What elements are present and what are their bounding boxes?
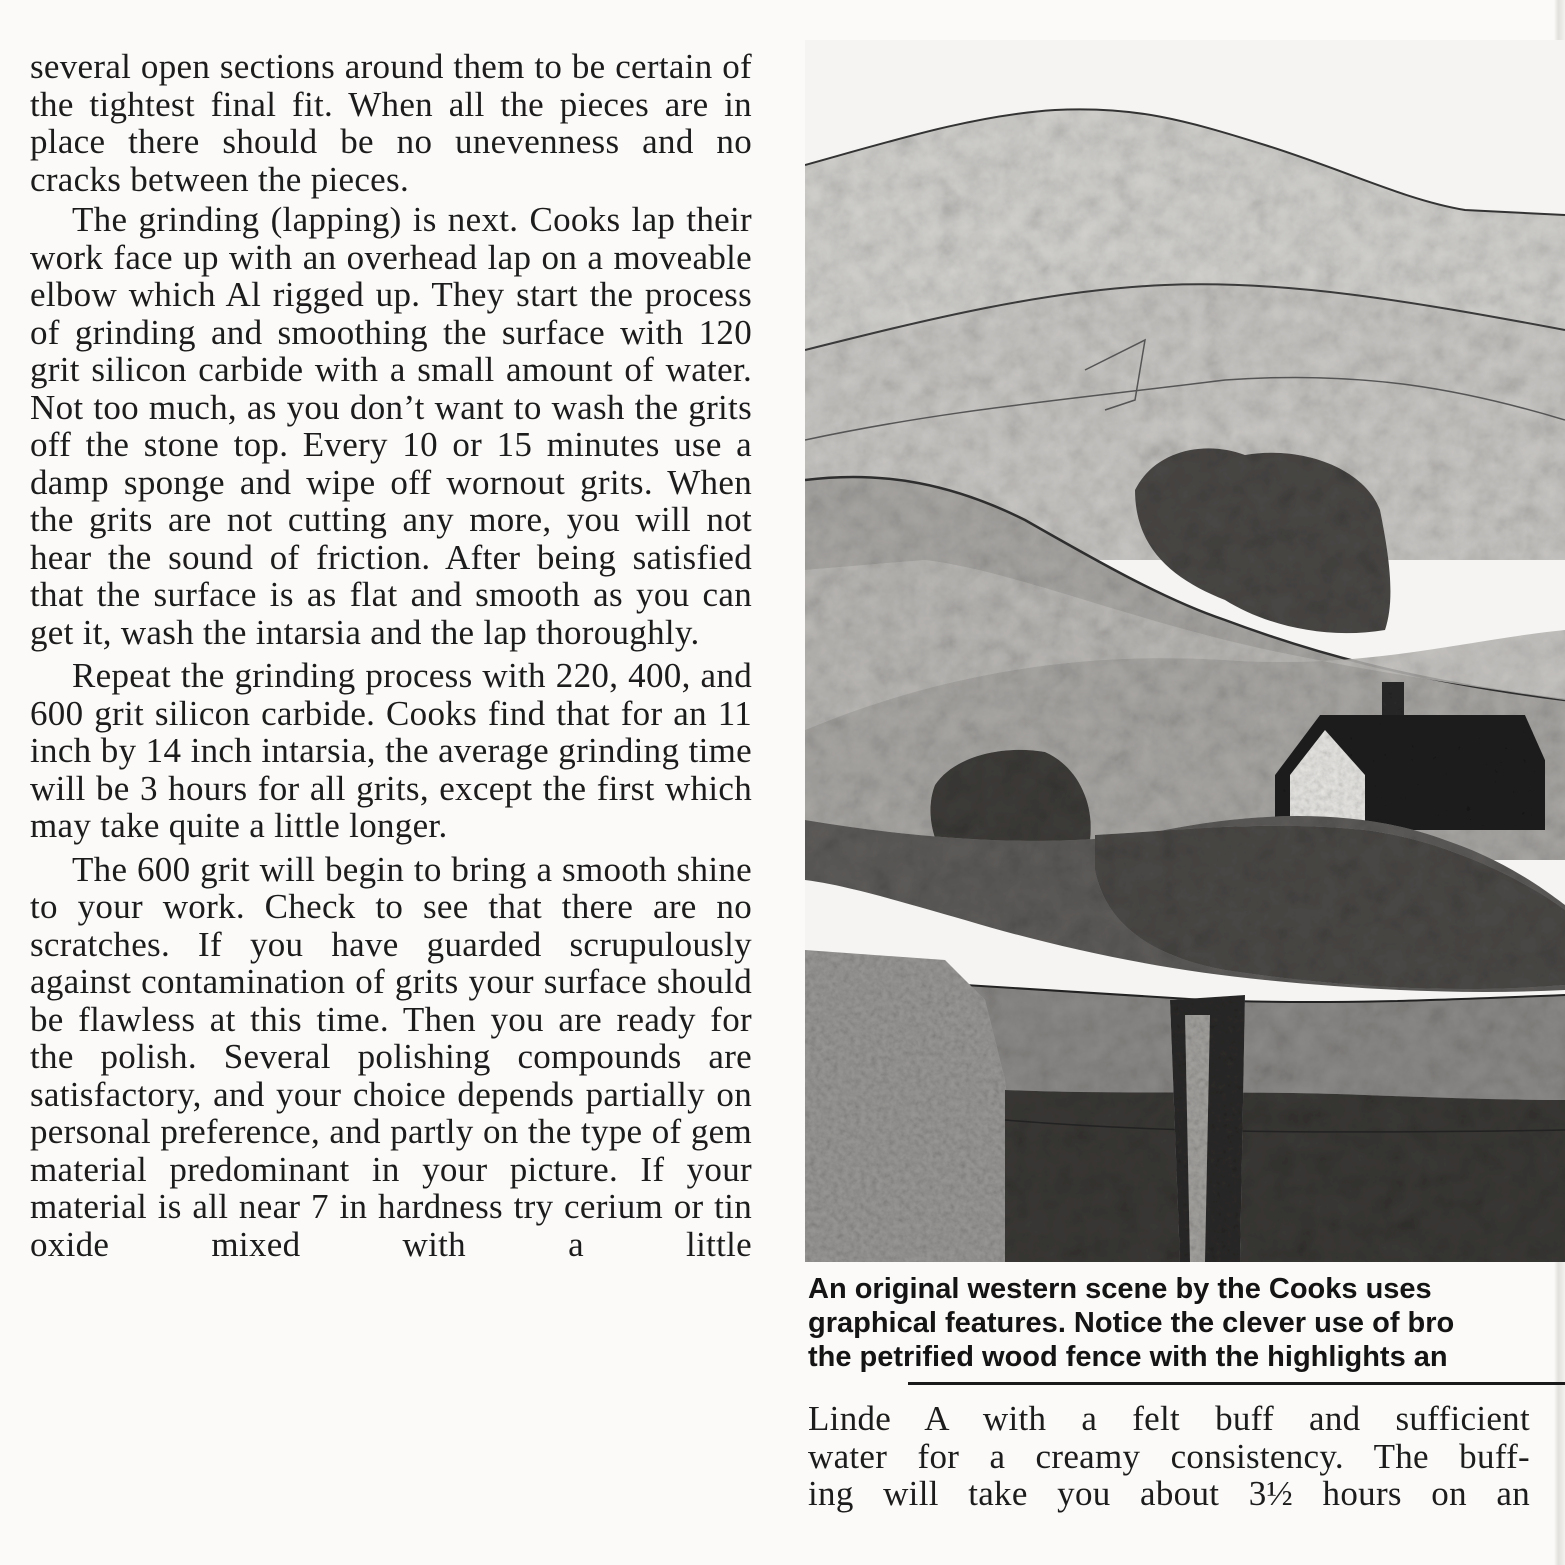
paragraph-1: several open sections around them to be certain of the tightest final fit. When all the pieces are in place there should be no unevenness and no cracks between the pieces. xyxy=(30,47,752,199)
paragraph-2: The grinding (lapping) is next. Cooks lap their work face up with an overhead lap on a moveable elbow which Al rigged up. They start the process of grinding and smoothing the surface with 120 grit silicon carbide with a small amount of water. Not too much, as you don’t want to wash the grits off the stone top. Every 10 or 15 minutes use a damp sponge and wipe off wornout grits. When the grits are not cutting any more, you will not hear the sound of friction. After being satisfied that the surface is as flat and smooth as you can get it, wash the intarsia and the lap thoroughly. xyxy=(30,200,752,652)
intarsia-photo xyxy=(805,40,1565,1262)
right-line-1: Linde A with a felt buff and sufficient xyxy=(808,1399,1530,1438)
paragraph-4: The 600 grit will begin to bring a smooth shine to your work. Check to see that there are no scratches. If you have guarded scrupulously against contamination of grits your surface should be flawless at this time. Then you are ready for the polish. Several polishing compounds are satisfactory, and your choice depends partially on personal preference, and partly on the type of gem material predominant in your picture. If your material is all near 7 in hardness try cerium or tin oxide mixed with a little xyxy=(30,849,752,1264)
caption-line-2: graphical features. Notice the clever use of bro xyxy=(808,1307,1455,1339)
photo-caption xyxy=(808,1272,1565,1372)
dark-ground xyxy=(1005,1090,1565,1262)
right-text-column xyxy=(808,1400,1530,1513)
paragraph-3: Repeat the grinding process with 220, 400, and 600 grit silicon carbide. Cooks find that for an 11 inch by 14 inch intarsia, the average grinding time will be 3 hours for all grits, except the first which may take quite a little longer. xyxy=(30,656,752,845)
caption-divider xyxy=(908,1382,1565,1385)
left-text-column xyxy=(30,48,752,1263)
fence-post xyxy=(1170,995,1245,1262)
right-line-2: water for a creamy consistency. The buff- xyxy=(808,1436,1530,1476)
caption-line-3: the petrified wood fence with the highlights an xyxy=(808,1341,1448,1372)
caption-line-1: An original western scene by the Cooks uses xyxy=(808,1273,1432,1305)
right-line-3: ing will take you about 3½ hours on an xyxy=(808,1474,1530,1513)
